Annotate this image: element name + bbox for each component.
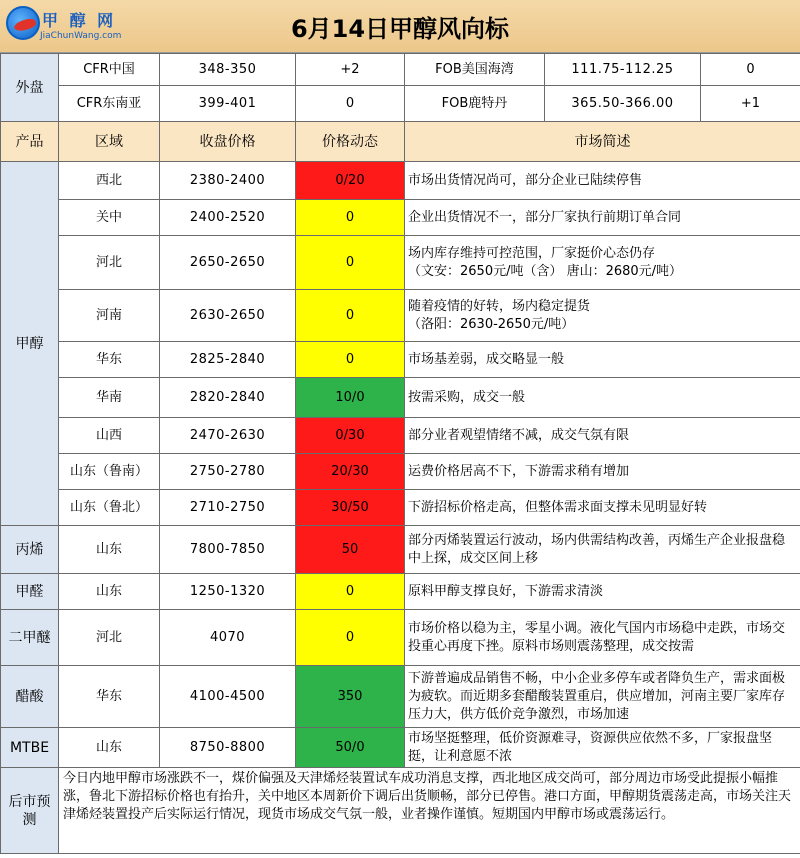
product-cell: 醋酸 bbox=[1, 666, 59, 728]
forecast-text: 今日内地甲醇市场涨跌不一，煤价偏强及天津烯烃装置试车成功消息支撑，西北地区成交尚可，部分周边市场受此提振小幅推涨，鲁北下游招标价格也有抬升，关中地区本周新价下调后出货顺畅，部分已停售。港口方面，甲醇期货震荡走高，市场关注天津烯烃装置投产后实际运行情况，现货市场成交气氛一般，业者操作谨慎。短期国内甲醇市场或震荡运行。 bbox=[59, 768, 800, 854]
region-cell: 山东 bbox=[59, 574, 160, 610]
header-product: 产品 bbox=[1, 122, 59, 162]
waipan-row bbox=[1, 54, 800, 86]
waipan-price: 348-350 bbox=[160, 54, 296, 86]
price-cell: 2710-2750 bbox=[160, 490, 296, 526]
region-cell: 河北 bbox=[59, 236, 160, 290]
price-cell: 2820-2840 bbox=[160, 378, 296, 418]
change-cell: 0/20 bbox=[296, 162, 405, 200]
summary-cell bbox=[405, 290, 800, 342]
summary-cell: 市场出货情况尚可，部分企业已陆续停售 bbox=[405, 162, 800, 200]
waipan-price: 399-401 bbox=[160, 86, 296, 122]
table-row bbox=[1, 200, 800, 236]
region-cell: 河北 bbox=[59, 610, 160, 666]
header-change: 价格动态 bbox=[296, 122, 405, 162]
waipan-name: FOB鹿特丹 bbox=[405, 86, 545, 122]
forecast-label: 后市预测 bbox=[1, 768, 59, 854]
table-row bbox=[1, 574, 800, 610]
logo-name-en: JiaChunWang.com bbox=[40, 31, 122, 41]
waipan-name: CFR中国 bbox=[59, 54, 160, 86]
header-price: 收盘价格 bbox=[160, 122, 296, 162]
price-cell: 7800-7850 bbox=[160, 526, 296, 574]
change-cell: 350 bbox=[296, 666, 405, 728]
price-cell: 2825-2840 bbox=[160, 342, 296, 378]
table-row bbox=[1, 418, 800, 454]
table-row bbox=[1, 454, 800, 490]
table-header-row bbox=[1, 122, 800, 162]
region-cell: 山东（鲁北） bbox=[59, 490, 160, 526]
price-cell: 2400-2520 bbox=[160, 200, 296, 236]
waipan-change: 0 bbox=[701, 54, 800, 86]
summary-line: 场内库存维持可控范围，厂家挺价心态仍存 bbox=[408, 245, 656, 261]
price-cell: 4070 bbox=[160, 610, 296, 666]
logo-name-cn: 甲 醇 网 bbox=[42, 11, 117, 30]
change-cell: 0/30 bbox=[296, 418, 405, 454]
waipan-name: CFR东南亚 bbox=[59, 86, 160, 122]
waipan-name: FOB美国海湾 bbox=[405, 54, 545, 86]
change-cell: 0 bbox=[296, 200, 405, 236]
product-cell: 甲醛 bbox=[1, 574, 59, 610]
region-cell: 山东 bbox=[59, 728, 160, 768]
change-cell: 0 bbox=[296, 236, 405, 290]
table-row bbox=[1, 490, 800, 526]
table-row bbox=[1, 290, 800, 342]
summary-cell: 运费价格居高不下，下游需求稍有增加 bbox=[405, 454, 800, 490]
waipan-label: 外盘 bbox=[1, 54, 59, 122]
change-cell: 50 bbox=[296, 526, 405, 574]
table-row bbox=[1, 378, 800, 418]
waipan-price: 111.75-112.25 bbox=[545, 54, 701, 86]
summary-cell: 部分业者观望情绪不减，成交气氛有限 bbox=[405, 418, 800, 454]
table-row bbox=[1, 526, 800, 574]
table-row bbox=[1, 610, 800, 666]
price-cell: 4100-4500 bbox=[160, 666, 296, 728]
price-cell: 2750-2780 bbox=[160, 454, 296, 490]
price-cell: 1250-1320 bbox=[160, 574, 296, 610]
region-cell: 山东 bbox=[59, 526, 160, 574]
summary-cell: 原料甲醇支撑良好，下游需求清淡 bbox=[405, 574, 800, 610]
waipan-row bbox=[1, 86, 800, 122]
summary-cell: 部分丙烯装置运行波动，场内供需结构改善，丙烯生产企业报盘稳中上探，成交区间上移 bbox=[405, 526, 800, 574]
product-cell: 二甲醚 bbox=[1, 610, 59, 666]
price-cell: 2650-2650 bbox=[160, 236, 296, 290]
region-cell: 关中 bbox=[59, 200, 160, 236]
price-cell: 2470-2630 bbox=[160, 418, 296, 454]
region-cell: 华东 bbox=[59, 666, 160, 728]
price-cell: 8750-8800 bbox=[160, 728, 296, 768]
price-cell: 2630-2650 bbox=[160, 290, 296, 342]
table-row bbox=[1, 728, 800, 768]
region-cell: 华东 bbox=[59, 342, 160, 378]
summary-line: （文安：2650元/吨（含） 唐山：2680元/吨） bbox=[408, 263, 683, 279]
region-cell: 山东（鲁南） bbox=[59, 454, 160, 490]
product-cell: MTBE bbox=[1, 728, 59, 768]
summary-cell: 下游招标价格走高，但整体需求面支撑未见明显好转 bbox=[405, 490, 800, 526]
summary-cell: 市场基差弱，成交略显一般 bbox=[405, 342, 800, 378]
change-cell: 0 bbox=[296, 610, 405, 666]
forecast-row bbox=[1, 768, 800, 854]
page-title: 6月14日甲醇风向标 bbox=[290, 15, 510, 43]
table-row bbox=[1, 342, 800, 378]
region-cell: 河南 bbox=[59, 290, 160, 342]
table-row bbox=[1, 236, 800, 290]
waipan-change: +2 bbox=[296, 54, 405, 86]
change-cell: 0 bbox=[296, 342, 405, 378]
summary-cell: 企业出货情况不一，部分厂家执行前期订单合同 bbox=[405, 200, 800, 236]
waipan-change: 0 bbox=[296, 86, 405, 122]
waipan-price: 365.50-366.00 bbox=[545, 86, 701, 122]
change-cell: 30/50 bbox=[296, 490, 405, 526]
summary-line: （洛阳：2630-2650元/吨） bbox=[408, 316, 575, 332]
change-cell: 50/0 bbox=[296, 728, 405, 768]
product-cell: 丙烯 bbox=[1, 526, 59, 574]
table-row bbox=[1, 162, 800, 200]
region-cell: 华南 bbox=[59, 378, 160, 418]
table-row bbox=[1, 666, 800, 728]
change-cell: 0 bbox=[296, 290, 405, 342]
header-summary: 市场简述 bbox=[405, 122, 800, 162]
summary-cell: 下游普遍成品销售不畅，中小企业多停车或者降负生产，需求面极为疲软。而近期多套醋酸装置重启，供应增加，河南主要厂家库存压力大，供方低价竞争激烈，市场加速 bbox=[405, 666, 800, 728]
change-cell: 0 bbox=[296, 574, 405, 610]
header-region: 区域 bbox=[59, 122, 160, 162]
product-methanol: 甲醇 bbox=[1, 162, 59, 526]
price-cell: 2380-2400 bbox=[160, 162, 296, 200]
page-header bbox=[0, 0, 800, 53]
change-cell: 10/0 bbox=[296, 378, 405, 418]
methanol-report-table bbox=[0, 53, 800, 854]
waipan-change: +1 bbox=[701, 86, 800, 122]
summary-cell: 按需采购，成交一般 bbox=[405, 378, 800, 418]
summary-cell: 市场价格以稳为主，零星小调。液化气国内市场稳中走跌，市场交投重心再度下挫。原料市场则震荡整理，成交按需 bbox=[405, 610, 800, 666]
region-cell: 西北 bbox=[59, 162, 160, 200]
summary-line: 随着疫情的好转，场内稳定提货 bbox=[408, 298, 591, 314]
region-cell: 山西 bbox=[59, 418, 160, 454]
change-cell: 20/30 bbox=[296, 454, 405, 490]
summary-cell bbox=[405, 236, 800, 290]
summary-cell: 市场坚挺整理，低价资源难寻，资源供应依然不多，厂家报盘坚挺，让利意愿不浓 bbox=[405, 728, 800, 768]
